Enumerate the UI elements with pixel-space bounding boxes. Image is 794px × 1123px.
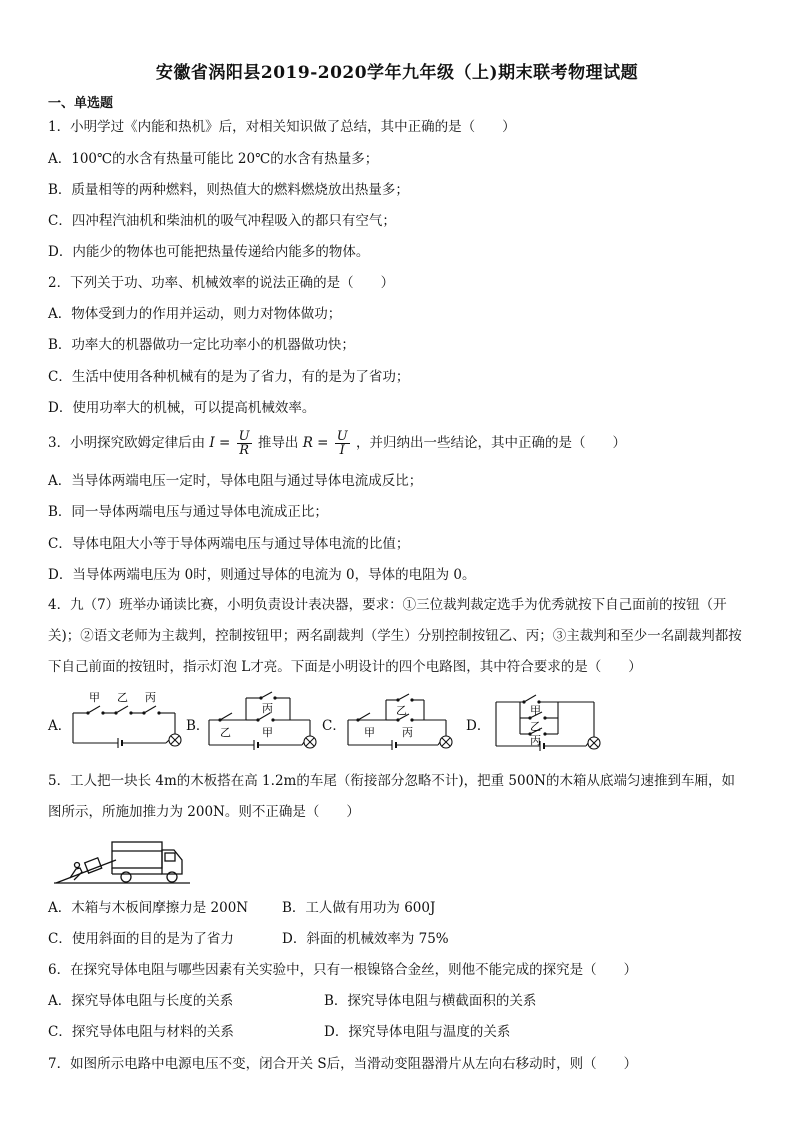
q3-formula-2-denominator: I — [339, 443, 345, 458]
q5-option-c[interactable]: C．使用斜面的目的是为了省力 — [48, 931, 234, 947]
q3-formula-1-denominator: R — [239, 443, 249, 458]
q4d-label-jia: 甲 — [530, 704, 541, 717]
q3-formula-1-fraction — [237, 430, 252, 457]
q3-formula-2-fraction — [335, 430, 350, 457]
q4a-label-bing: 丙 — [145, 691, 156, 704]
q3-formula-1-lhs: I = — [209, 435, 231, 451]
q4b-label-yi: 乙 — [220, 726, 231, 739]
q5-ramp-truck-figure — [52, 838, 192, 888]
q4-option-b-label[interactable]: B． — [186, 718, 210, 734]
q3-stem-mid: 推导出 — [257, 435, 299, 451]
q4c-label-yi: 乙 — [396, 704, 407, 717]
q1-option-a[interactable]: A．100℃的水含有热量可能比 20℃的水含有热量多； — [48, 151, 379, 167]
q3-option-a[interactable]: A．当导体两端电压一定时，导体电阻与通过导体电流成反比； — [48, 473, 423, 489]
q4c-label-jia: 甲 — [364, 726, 375, 739]
q2-stem: 2．下列关于功、功率、机械效率的说法正确的是（ ） — [48, 275, 395, 291]
q2-option-d[interactable]: D．使用功率大的机械，可以提高机械效率。 — [48, 400, 316, 416]
q4-option-d-label[interactable]: D． — [466, 718, 491, 734]
q4c-label-bing: 丙 — [402, 726, 413, 739]
section-heading: 一、单选题 — [48, 96, 114, 111]
q2-option-c[interactable]: C．生活中使用各种机械有的是为了省力，有的是为了省功； — [48, 369, 410, 385]
q4b-label-bing: 丙 — [262, 702, 273, 715]
q5-option-d[interactable]: D．斜面的机械效率为 75% — [282, 931, 449, 947]
q6-option-b[interactable]: B．探究导体电阻与横截面积的关系 — [324, 993, 537, 1009]
q1-option-c[interactable]: C．四冲程汽油机和柴油机的吸气冲程吸入的都只有空气； — [48, 213, 396, 229]
q4-circuit-a[interactable] — [70, 690, 186, 752]
q6-option-d[interactable]: D．探究导体电阻与温度的关系 — [324, 1024, 511, 1040]
page-title: 安徽省涡阳县2019-2020学年九年级（上)期末联考物理试题 — [155, 63, 639, 83]
q4-option-c-label[interactable]: C． — [322, 718, 346, 734]
q2-option-b[interactable]: B．功率大的机器做功一定比功率小的机器做功快； — [48, 337, 355, 353]
q4a-label-jia: 甲 — [89, 691, 100, 704]
q3-formula-1-numerator: U — [238, 429, 250, 444]
q6-option-c[interactable]: C．探究导体电阻与材料的关系 — [48, 1024, 234, 1040]
q3-formula-2-lhs: R = — [302, 435, 329, 451]
q1-option-d[interactable]: D．内能少的物体也可能把热量传递给内能多的物体。 — [48, 244, 370, 260]
q3-formula-2-numerator: U — [336, 429, 348, 444]
q1-stem: 1．小明学过《内能和热机》后，对相关知识做了总结，其中正确的是（ ） — [48, 119, 516, 135]
q4-circuit-c[interactable] — [342, 690, 458, 752]
q3-option-c[interactable]: C．导体电阻大小等于导体两端电压与通过导体电流的比值； — [48, 536, 410, 552]
q3-stem-post: ，并归纳出一些结论，其中正确的是（ ） — [356, 435, 627, 451]
q5-stem: 5．工人把一块长 4m的木板搭在高 1.2m的车尾（衔接部分忽略不计)，把重 500N的木箱从底端匀速推到车厢，如图所示，所施加推力为 200N。则不正确是（ ） — [48, 773, 735, 820]
q1-option-b[interactable]: B．质量相等的两种燃料，则热值大的燃料燃烧放出热量多； — [48, 182, 409, 198]
q6-stem: 6．在探究导体电阻与哪些因素有关实验中，只有一根镍铬合金丝，则他不能完成的探究是（ ） — [48, 962, 638, 978]
q2-option-a[interactable]: A．物体受到力的作用并运动，则力对物体做功； — [48, 306, 342, 322]
q4-circuit-d[interactable] — [490, 688, 606, 754]
q4b-label-jia: 甲 — [262, 726, 273, 739]
q3-stem-pre: 3．小明探究欧姆定律后由 — [48, 435, 206, 451]
q4-option-a-label[interactable]: A． — [48, 718, 72, 734]
q4-stem: 4．九（7）班举办诵读比赛，小明负责设计表决器，要求：①三位裁判裁定选手为优秀就按下自己面前的按钮（开关)；②语文老师为主裁判，控制按钮甲；两名副裁判（学生）分别控制按钮乙、丙；③主裁判和至少一名副裁判都按下自己前面的按钮时，指示灯泡 L才亮。下面是小明设计的四个电路图，其中符合要求的是（ ） — [48, 597, 742, 675]
q4-circuit-b[interactable] — [206, 690, 322, 752]
q4a-label-yi: 乙 — [117, 691, 128, 704]
q7-stem: 7．如图所示电路中电源电压不变，闭合开关 S后，当滑动变阻器滑片从左向右移动时，则（ ） — [48, 1056, 638, 1072]
q3-option-d[interactable]: D．当导体两端电压为 0时，则通过导体的电流为 0，导体的电阻为 0。 — [48, 567, 476, 583]
q6-option-a[interactable]: A．探究导体电阻与长度的关系 — [48, 993, 234, 1009]
q4d-label-bing: 丙 — [530, 734, 541, 747]
q3-option-b[interactable]: B．同一导体两端电压与通过导体电流成正比； — [48, 504, 328, 520]
q3-stem — [48, 428, 626, 458]
q4d-label-yi: 乙 — [530, 720, 541, 733]
q5-option-b[interactable]: B．工人做有用功为 600J — [282, 900, 436, 916]
q5-option-a[interactable]: A．木箱与木板间摩擦力是 200N — [48, 900, 249, 916]
